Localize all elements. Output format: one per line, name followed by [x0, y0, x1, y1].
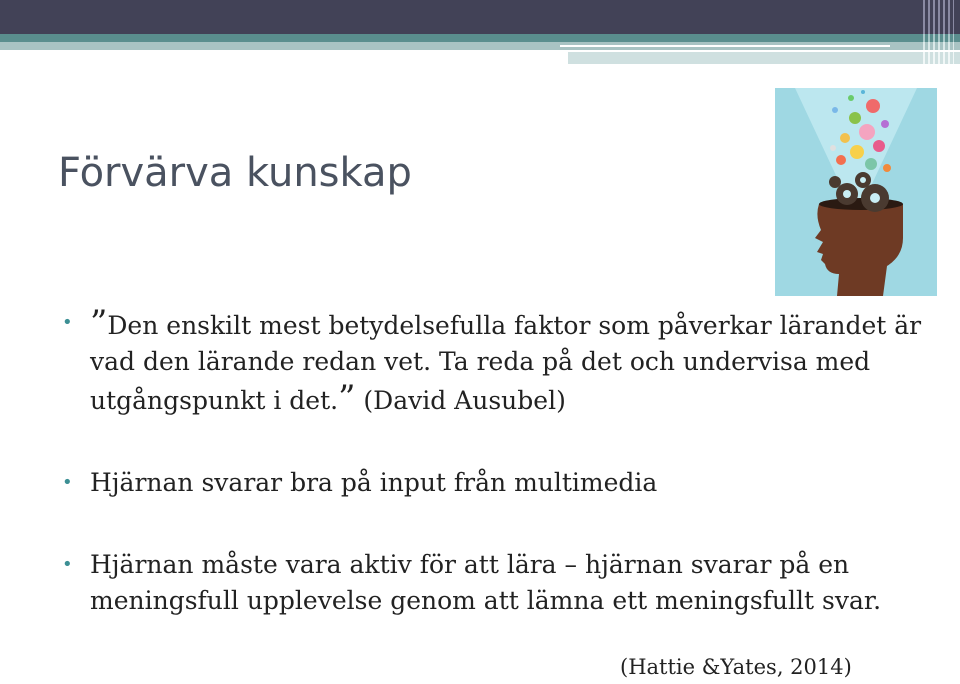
head-with-gears-illustration [775, 88, 937, 296]
bullet-list [62, 305, 922, 619]
top-bar-stripes [920, 0, 954, 34]
quote-attribution: (David Ausubel) [355, 386, 566, 415]
bullet-item [62, 465, 922, 501]
quote-text: Den enskilt mest betydelsefulla faktor som påverkar lärandet är vad den lärande redan vet. Ta reda på det och undervisa med utgångspunkt i det. [90, 311, 922, 415]
source-citation: (Hattie &Yates, 2014) [620, 655, 852, 679]
teal-band [0, 34, 960, 42]
band-gap [560, 45, 890, 47]
light-teal-band [0, 42, 960, 50]
teal-band-stripes [920, 34, 954, 42]
bullet-dot-icon: • [62, 312, 73, 333]
pale-band [568, 52, 960, 64]
bullet-text: Hjärnan måste vara aktiv för att lära – hjärnan svarar på en meningsfull upplevelse genom att lämna ett meningsfullt svar. [90, 550, 882, 615]
top-dark-bar [0, 0, 960, 34]
bullet-item [62, 547, 922, 619]
light-band-stripes [920, 42, 954, 50]
close-quote: ” [338, 378, 356, 418]
bullet-item [62, 305, 922, 419]
bullet-dot-icon: • [62, 554, 73, 575]
pale-band-stripes [920, 52, 954, 64]
slide-title: Förvärva kunskap [58, 150, 412, 196]
bullet-text: Hjärnan svarar bra på input från multimedia [90, 468, 658, 497]
open-quote: ” [90, 303, 108, 343]
bullet-dot-icon: • [62, 472, 73, 493]
